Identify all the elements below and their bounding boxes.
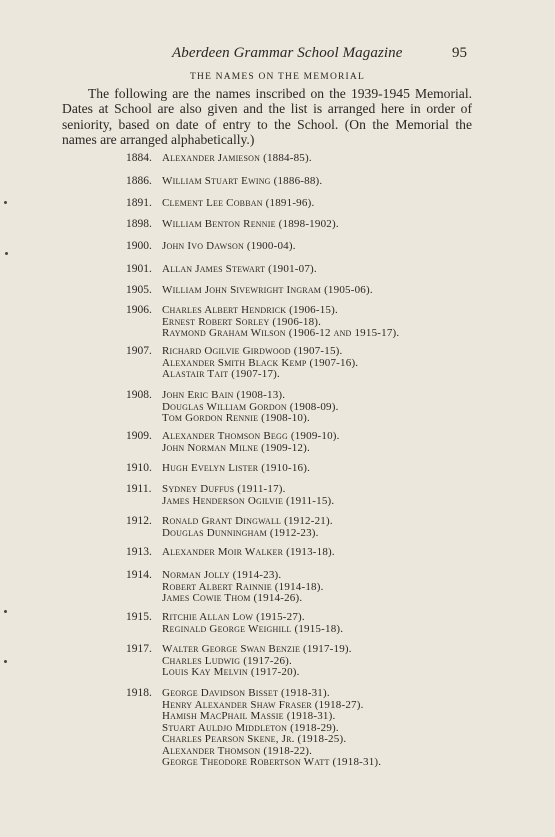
entry-names — [162, 644, 506, 679]
name-line: Charles Ludwig (1917-26). — [162, 654, 292, 667]
name-line: William Benton Rennie (1898-1902). — [162, 218, 339, 230]
entry-names — [162, 153, 506, 165]
name-line: George Theodore Robertson Watt (1918-31). — [162, 756, 382, 768]
name-line: Richard Ogilvie Girdwood (1907-15). — [162, 345, 343, 357]
intro-paragraph: The following are the names inscribed on the 1939-1945 Memorial. Dates at School are also given and the list is arranged here in order of seniority, based on date of entry to the School. (On the Memorial the names are arranged alphabetically.) — [62, 86, 472, 148]
entry-year: 1911. — [126, 483, 152, 495]
entry-names — [162, 484, 506, 507]
magazine-title: Aberdeen Grammar School Magazine — [172, 45, 403, 61]
entry-year: 1906. — [126, 304, 152, 316]
entry-names — [162, 264, 506, 276]
entry-year: 1913. — [126, 546, 152, 558]
name-line: Allan James Stewart (1901-07). — [162, 263, 317, 275]
entry-year: 1901. — [126, 263, 152, 275]
name-line: Henry Alexander Shaw Fraser (1918-27). — [162, 698, 364, 711]
entry-names — [162, 305, 506, 340]
name-line: John Eric Bain (1908-13). — [162, 389, 286, 401]
entry-names — [162, 241, 506, 253]
entry-year: 1905. — [126, 284, 152, 296]
name-line: Raymond Graham Wilson (1906-12 and 1915-17). — [162, 327, 400, 339]
name-line: Alexander Smith Black Kemp (1907-16). — [162, 356, 359, 369]
entry-names — [162, 431, 506, 454]
margin-mark — [4, 201, 7, 204]
section-title: THE NAMES ON THE MEMORIAL — [190, 72, 365, 82]
name-line: Ernest Robert Sorley (1906-18). — [162, 315, 322, 328]
name-line: Alexander Jamieson (1884-85). — [162, 152, 312, 164]
name-line: Alastair Tait (1907-17). — [162, 368, 280, 380]
entry-names — [162, 570, 506, 605]
name-line: Charles Albert Hendrick (1906-15). — [162, 304, 338, 316]
name-line: James Henderson Ogilvie (1911-15). — [162, 494, 335, 507]
entry-year: 1908. — [126, 389, 152, 401]
entry-year: 1910. — [126, 462, 152, 474]
entry-year: 1886. — [126, 175, 152, 187]
margin-mark — [5, 252, 8, 255]
entry-year: 1912. — [126, 515, 152, 527]
name-line: Alexander Moir Walker (1913-18). — [162, 546, 335, 558]
entry-names — [162, 612, 506, 635]
name-line: George Davidson Bisset (1918-31). — [162, 687, 330, 699]
page-number: 95 — [452, 45, 467, 61]
entry-year: 1915. — [126, 611, 152, 623]
entry-year: 1909. — [126, 430, 152, 442]
name-line: Ronald Grant Dingwall (1912-21). — [162, 515, 333, 527]
entry-year: 1891. — [126, 197, 152, 209]
name-line: William John Sivewright Ingram (1905-06). — [162, 284, 373, 296]
entry-year: 1914. — [126, 569, 152, 581]
entry-year: 1900. — [126, 240, 152, 252]
entry-names — [162, 176, 506, 188]
name-line: Louis Kay Melvin (1917-20). — [162, 666, 300, 678]
margin-mark — [4, 660, 7, 663]
name-line: Sydney Duffus (1911-17). — [162, 483, 286, 495]
entry-names — [162, 198, 506, 210]
name-line: Tom Gordon Rennie (1908-10). — [162, 412, 310, 424]
entry-year: 1917. — [126, 643, 152, 655]
name-line: William Stuart Ewing (1886-88). — [162, 175, 323, 187]
name-line: Alexander Thomson (1918-22). — [162, 744, 313, 757]
name-line: Douglas Dunningham (1912-23). — [162, 526, 319, 539]
name-line: Alexander Thomson Begg (1909-10). — [162, 430, 340, 442]
name-line: Clement Lee Cobban (1891-96). — [162, 197, 315, 209]
entry-year: 1898. — [126, 218, 152, 230]
entry-names — [162, 285, 506, 297]
name-line: Ritchie Allan Low (1915-27). — [162, 611, 305, 623]
entry-names — [162, 547, 506, 559]
entry-names — [162, 688, 506, 769]
name-line: Walter George Swan Benzie (1917-19). — [162, 643, 352, 655]
name-line: John Ivo Dawson (1900-04). — [162, 240, 296, 252]
entry-year: 1907. — [126, 345, 152, 357]
entry-names — [162, 219, 506, 231]
name-line: Hamish MacPhail Massie (1918-31). — [162, 710, 336, 722]
name-line: John Norman Milne (1909-12). — [162, 441, 310, 454]
margin-mark — [4, 610, 7, 613]
name-line: Douglas William Gordon (1908-09). — [162, 400, 339, 413]
name-line: Robert Albert Rainnie (1914-18). — [162, 580, 324, 593]
entry-names — [162, 346, 506, 381]
entry-year: 1918. — [126, 687, 152, 699]
name-line: James Cowie Thom (1914-26). — [162, 592, 303, 604]
name-line: Reginald George Weighill (1915-18). — [162, 622, 344, 635]
name-line: Hugh Evelyn Lister (1910-16). — [162, 462, 311, 474]
name-line: Norman Jolly (1914-23). — [162, 569, 282, 581]
name-line: Stuart Auldjo Middleton (1918-29). — [162, 721, 339, 734]
entry-names — [162, 516, 506, 539]
entry-names — [162, 390, 506, 425]
name-line: Charles Pearson Skene, Jr. (1918-25). — [162, 733, 347, 745]
entry-year: 1884. — [126, 152, 152, 164]
entry-names — [162, 463, 506, 475]
